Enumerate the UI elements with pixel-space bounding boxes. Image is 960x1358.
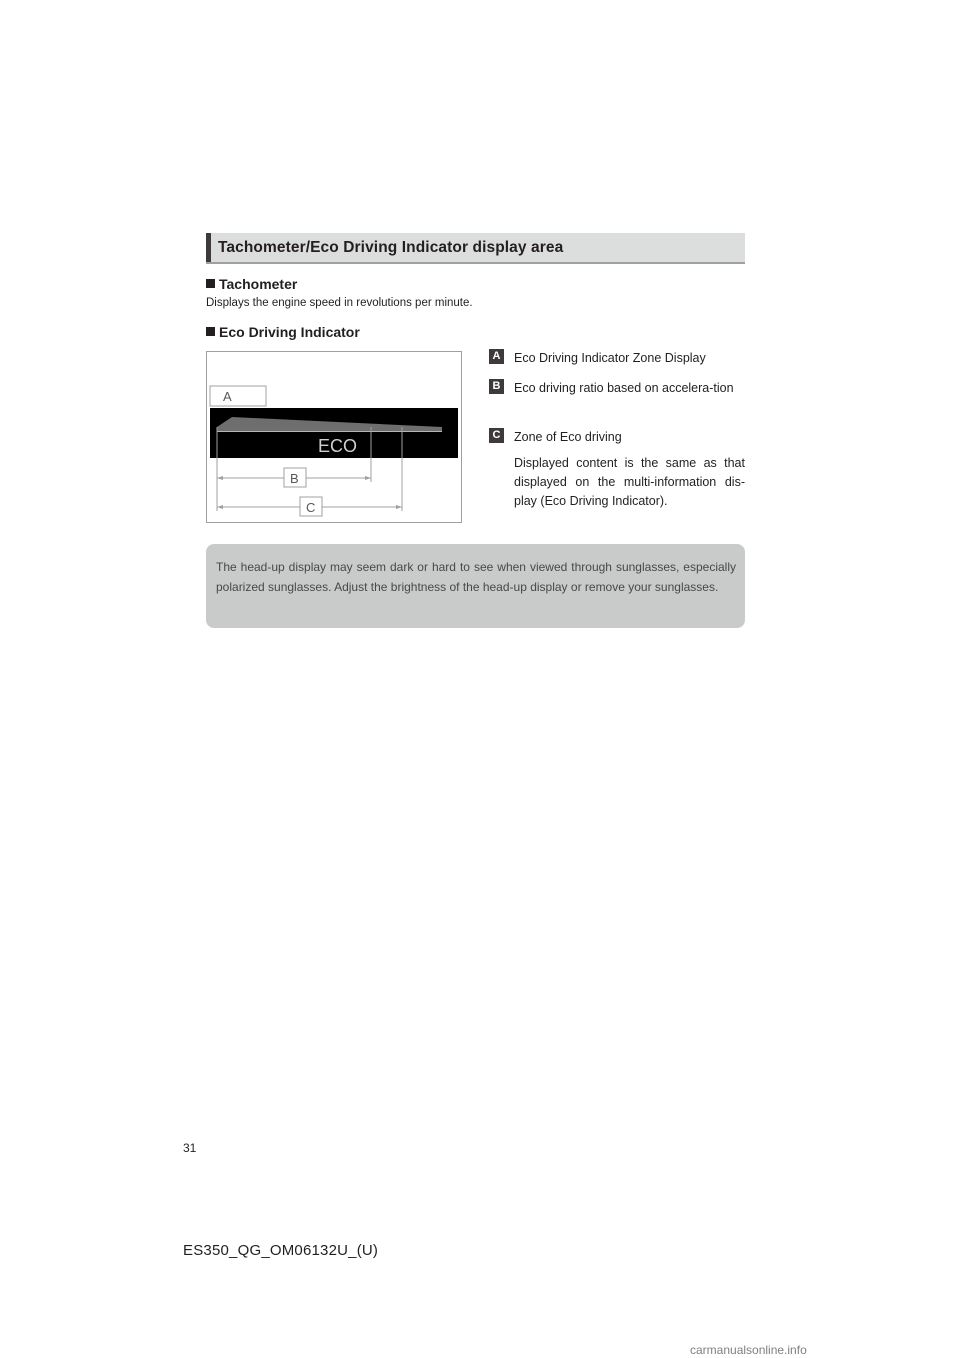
section-title: Tachometer/Eco Driving Indicator display area [218, 239, 564, 256]
watermark: carmanualsonline.info [690, 1343, 807, 1357]
callout-a-text: Eco Driving Indicator Zone Display [514, 351, 706, 365]
label-a-text: A [223, 389, 232, 404]
callout-a-badge: A [489, 349, 504, 364]
label-c-text: C [306, 500, 316, 515]
eco-text: ECO [318, 436, 358, 456]
arrowhead-icon [217, 476, 223, 480]
callout-c-text: Zone of Eco driving [514, 430, 622, 444]
arrowhead-icon [365, 476, 371, 480]
eco-heading-text: Eco Driving Indicator [219, 324, 360, 340]
page-number: 31 [183, 1141, 197, 1155]
eco-extra-text: Displayed content is the same as that displayed on the multi-information dis-play (Eco Driving Indicator). [514, 456, 745, 508]
document-code: ES350_QG_OM06132U_(U) [183, 1242, 379, 1259]
note-box [206, 544, 745, 628]
label-a-box [210, 386, 266, 406]
label-b-text: B [290, 471, 299, 486]
tachometer-heading-text: Tachometer [219, 276, 298, 292]
callout-c-badge: C [489, 428, 504, 443]
note-text: The head-up display may seem dark or hard to see when viewed through sunglasses, especially polarized sunglasses. Adjust the brightness of the head-up display or remove your sunglasses. [216, 560, 736, 594]
callout-b-text: Eco driving ratio based on accelera-tion [514, 381, 734, 395]
tachometer-description: Displays the engine speed in revolutions per minute. [206, 297, 473, 309]
callout-b-badge: B [489, 379, 504, 394]
eco-bar-highlight [217, 431, 442, 432]
arrowhead-icon [217, 505, 223, 509]
arrowhead-icon [396, 505, 402, 509]
eco-bar [217, 417, 442, 431]
